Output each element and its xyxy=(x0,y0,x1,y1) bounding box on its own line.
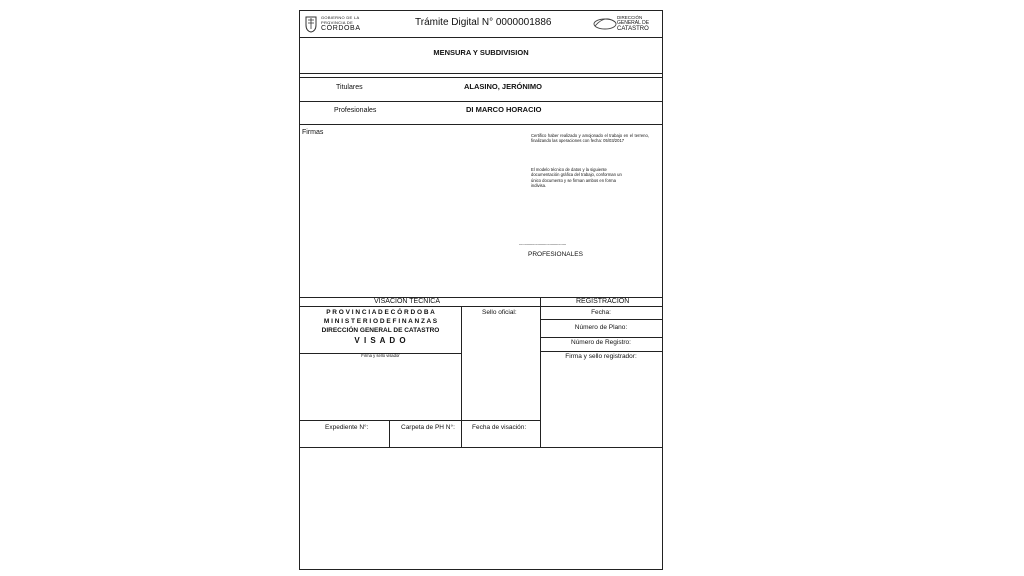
numero-registro-label: Número de Registro: xyxy=(571,339,631,346)
coat-of-arms-icon xyxy=(304,15,318,33)
catastro-logo-line-1: DIRECCIÓN xyxy=(617,15,643,20)
stamp-line-1: P R O V I N C I A D E C Ó R D O B A xyxy=(326,309,435,316)
divider xyxy=(300,124,662,125)
carpeta-ph-label: Carpeta de PH N°: xyxy=(401,424,455,431)
expediente-label: Expediente N°: xyxy=(325,424,369,431)
divider xyxy=(461,306,462,447)
divider xyxy=(540,351,662,352)
divider xyxy=(300,306,662,307)
divider xyxy=(300,77,662,78)
firma-visador-label: Firma y sello visador xyxy=(361,353,400,358)
certification-text: Certifico haber realizado y amojonado el trabajo en el terreno, finalizando las operaciones con fecha: 05/03/2017 xyxy=(531,133,649,144)
catastro-logo-line-2: GENERAL DE xyxy=(617,20,650,26)
document-sheet xyxy=(299,10,663,570)
divider xyxy=(300,101,662,102)
divider xyxy=(300,420,540,421)
firmas-label: Firmas xyxy=(302,129,324,136)
model-text: El modelo técnico de datos y la siguiente documentación gráfica del trabajo, conforman un único documento y se firman ambos en forma indivisa. xyxy=(531,167,622,189)
stamp-line-2: M I N I S T E R I O D E F I N A N Z A S xyxy=(323,318,438,325)
profesionales-value: DI MARCO HORACIO xyxy=(466,105,542,114)
signature-line: ........................................... xyxy=(519,241,566,247)
visacion-title: VISACION TECNICA xyxy=(374,298,440,305)
divider xyxy=(300,447,662,448)
province-logo-line-1: GOBIERNO DE LA xyxy=(321,15,360,20)
stamp-line-4: V I S A D O xyxy=(354,336,407,345)
divider xyxy=(389,420,390,447)
stamp-line-3: DIRECCIÓN GENERAL DE CATASTRO xyxy=(321,327,440,334)
registro-fecha-label: Fecha: xyxy=(591,309,611,316)
firma-registrador-label: Firma y sello registrador: xyxy=(565,353,637,360)
province-logo-line-2: PROVINCIA DE xyxy=(321,20,354,25)
divider xyxy=(540,319,662,320)
profesionales-label: Profesionales xyxy=(334,107,377,114)
titulares-label: Titulares xyxy=(336,84,363,91)
numero-plano-label: Número de Plano: xyxy=(574,324,628,331)
catastro-logo-line-3: CATASTRO xyxy=(617,26,649,32)
fecha-visacion-label: Fecha de visación: xyxy=(472,424,527,431)
profesionales-sign-label: PROFESIONALES xyxy=(528,251,583,258)
catastro-swirl-icon xyxy=(592,16,618,32)
sello-oficial-label: Sello oficial: xyxy=(482,309,517,316)
province-logo-line-3: CÓRDOBA xyxy=(321,25,361,32)
titulares-value: ALASINO, JERÓNIMO xyxy=(464,82,542,91)
registracion-title: REGISTRACION xyxy=(576,298,630,305)
catastro-logo xyxy=(592,13,660,35)
document-title: Trámite Digital N° 0000001886 xyxy=(415,17,552,28)
divider xyxy=(540,337,662,338)
divider xyxy=(300,37,662,38)
document-subject: MENSURA Y SUBDIVISION xyxy=(433,48,529,57)
divider xyxy=(300,73,662,74)
province-logo xyxy=(304,14,366,34)
